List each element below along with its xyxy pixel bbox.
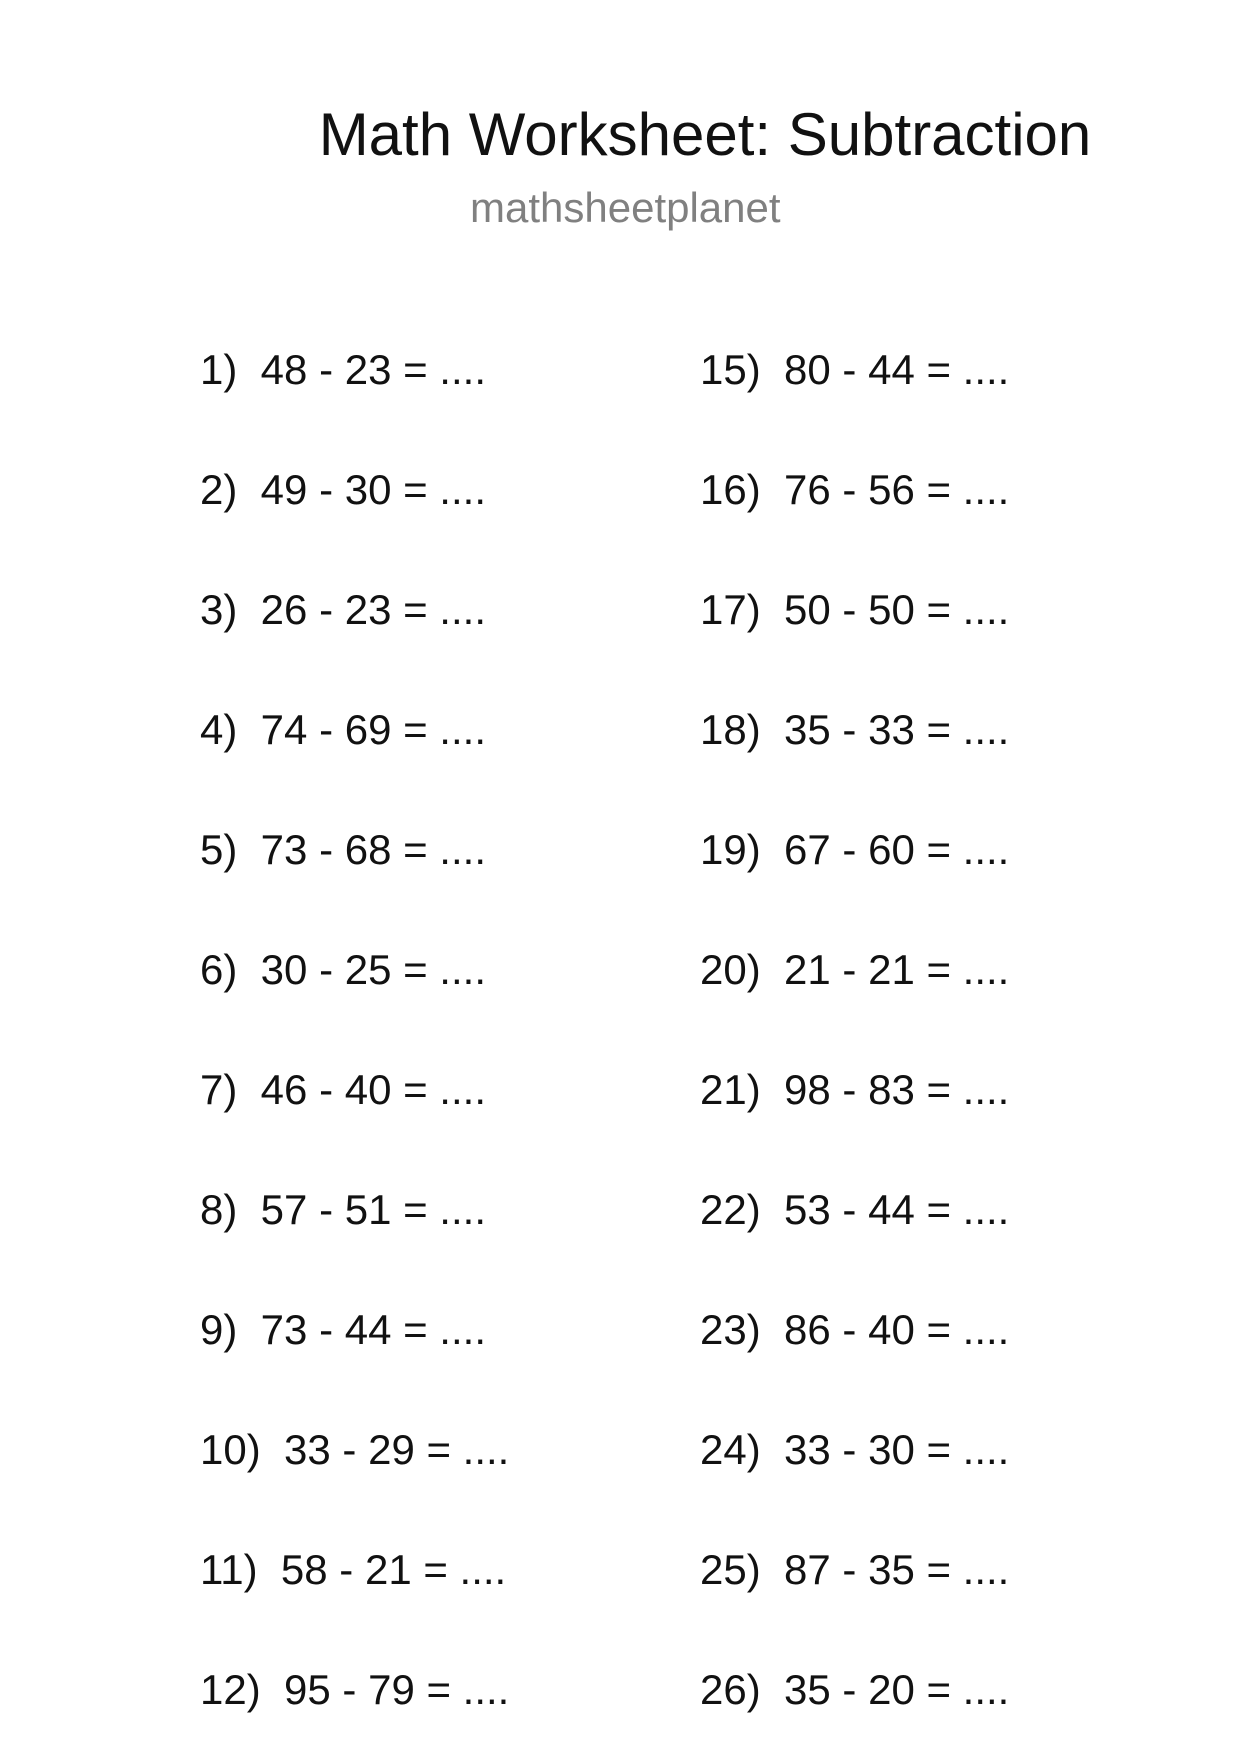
problem-item: 2) 49 - 30 = ....: [200, 466, 486, 513]
problem-item: 17) 50 - 50 = ....: [700, 586, 1010, 633]
problem-item: 3) 26 - 23 = ....: [200, 586, 486, 633]
site-name: mathsheetplanet: [470, 184, 781, 231]
problem-item: 1) 48 - 23 = ....: [200, 346, 486, 393]
problem-item: 20) 21 - 21 = ....: [700, 946, 1010, 993]
problem-item: 19) 67 - 60 = ....: [700, 826, 1010, 873]
problem-item: 21) 98 - 83 = ....: [700, 1066, 1010, 1113]
problem-item: 9) 73 - 44 = ....: [200, 1306, 486, 1353]
problem-item: 16) 76 - 56 = ....: [700, 466, 1010, 513]
problem-item: 10) 33 - 29 = ....: [200, 1426, 510, 1473]
problem-item: 18) 35 - 33 = ....: [700, 706, 1010, 753]
problem-item: 24) 33 - 30 = ....: [700, 1426, 1010, 1473]
problem-item: 26) 35 - 20 = ....: [700, 1666, 1010, 1713]
problem-item: 8) 57 - 51 = ....: [200, 1186, 486, 1233]
page-title: Math Worksheet: Subtraction: [318, 101, 1092, 168]
problem-item: 7) 46 - 40 = ....: [200, 1066, 486, 1113]
problem-item: 12) 95 - 79 = ....: [200, 1666, 510, 1713]
problem-item: 6) 30 - 25 = ....: [200, 946, 486, 993]
problem-item: 22) 53 - 44 = ....: [700, 1186, 1010, 1233]
problem-item: 11) 58 - 21 = ....: [200, 1546, 507, 1593]
problem-item: 4) 74 - 69 = ....: [200, 706, 486, 753]
problem-item: 5) 73 - 68 = ....: [200, 826, 486, 873]
problem-item: 25) 87 - 35 = ....: [700, 1546, 1010, 1593]
problem-item: 15) 80 - 44 = ....: [700, 346, 1010, 393]
problem-item: 23) 86 - 40 = ....: [700, 1306, 1010, 1353]
